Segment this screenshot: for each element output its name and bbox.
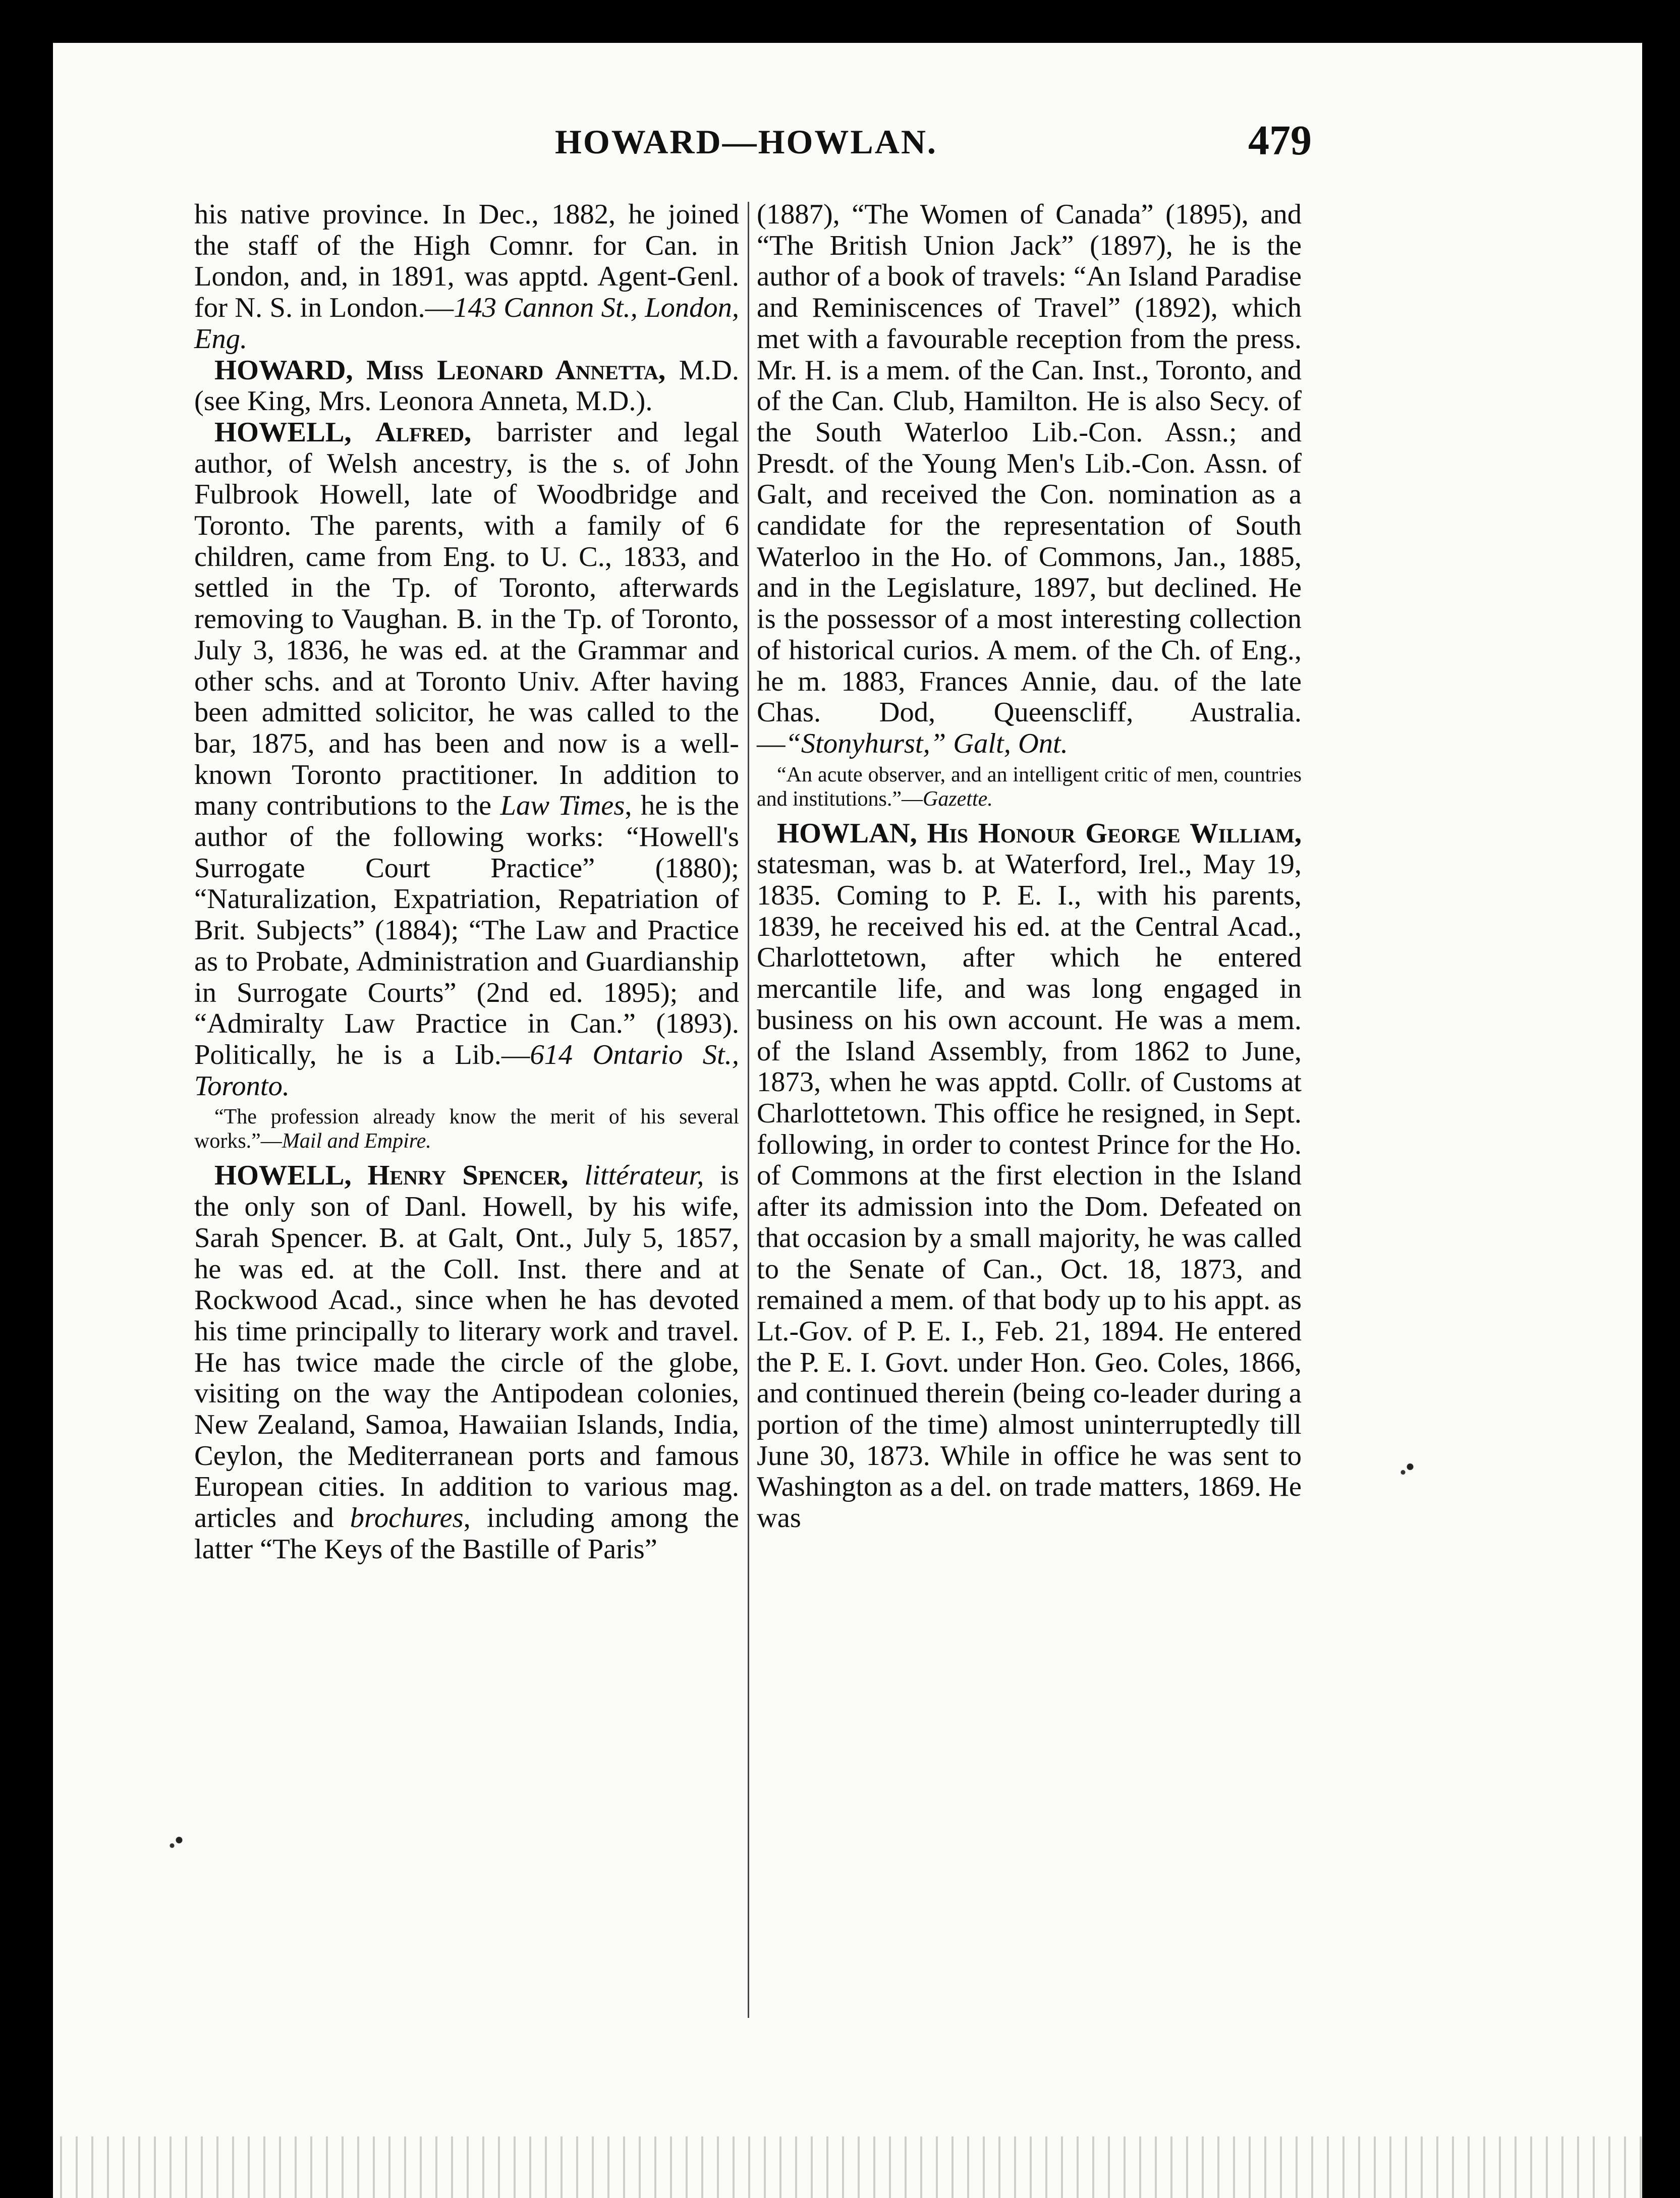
entry-text: barrister and legal author, of Welsh ancestry, is the s. of John Fulbrook Howell, late of Woodbridge and Toronto. The parents, with a family of 6 children, came from Eng. to U. C., 1833, and settled in the Tp. of Toronto, afterwards removing to Vaughan. B. in the Tp. of Toronto, July 3, 1836, he was ed. at the Grammar and other schs. and at Toronto Univ. After having been admitted solicitor, he was called to the bar, 1875, and has been and now is a well-known Toronto practitioner. In addition to many contributions to the (194, 416, 739, 822)
scan-bottom-edge (53, 2136, 1642, 2198)
continued-entry (194, 199, 739, 355)
column-divider (748, 202, 749, 2018)
quote-text: “An acute observer, and an intelligent critic of men, countries and institutions.”— (757, 763, 1302, 811)
entry-italic: Law Times (500, 790, 625, 822)
quote-source: Mail and Empire. (282, 1130, 431, 1153)
quote-source: Gazette. (923, 787, 993, 811)
continued-entry (757, 199, 1302, 760)
page-number: 479 (1248, 117, 1312, 164)
entry-text: , he is the author of the following works: “Howell's Surrogate Court Practice” (1880); “Naturalization, Expatriation, Repatriation of Brit. Subjects” (1884); “The Law and Practice as to Probate, Administration and Guardianship in Surrogate Courts” (2nd ed. 1895); and “Admiralty Law Practice in Can.” (1893). Politically, he is a Lib.— (194, 790, 739, 1070)
entry-text: , including among the latter “The Keys of the Bastille of Paris” (194, 1502, 739, 1565)
scan-border (0, 0, 53, 2198)
ink-blot (1392, 1453, 1428, 1481)
entry-text: his native province. In Dec., 1882, he joined the staff of the High Comnr. for Can. in London, and, in 1891, was apptd. Agent-Genl. for N. S. in London.— (194, 199, 739, 324)
entry-italic: brochures (350, 1502, 464, 1534)
right-column (757, 199, 1302, 1534)
ink-blot (161, 1826, 197, 1854)
running-head: HOWARD—HOWLAN. (555, 123, 937, 161)
entry-howard (194, 355, 739, 417)
left-column (194, 199, 739, 1565)
entry-address: 614 Ontario St., Toronto. (194, 1039, 739, 1102)
entry-text: (1887), “The Women of Canada” (1895), and “The British Union Jack” (1897), he is the author of a book of travels: “An Island Paradise and Reminiscences of Travel” (1892), which met with a favourable reception from the press. Mr. H. is a mem. of the Can. Inst., Toronto, and of the Can. Club, Hamilton. He is also Secy. of the South Waterloo Lib.-Con. Assn.; and Presdt. of the Young Men's Lib.-Con. Assn. of Galt, and received the Con. nomination as a candidate for the representation of South Waterloo in the Ho. of Commons, Jan., 1885, and in the Legislature, 1897, but declined. He is the possessor of a most interesting collection of historical curios. A mem. of the Ch. of Eng., he m. 1883, Frances Annie, dau. of the late Chas. Dod, Queenscliff, Australia.— (757, 199, 1302, 759)
entry-name: HOWARD, Miss Leonard Annetta, (214, 354, 666, 386)
entry-text: is the only son of Danl. Howell, by his wife, Sarah Spencer. B. at Galt, Ont., July 5, 1857, he was ed. at the Coll. Inst. there and at Rockwood Acad., since when he has devoted his time principally to literary work and travel. He has twice made the circle of the globe, visiting on the way the Antipodean colonies, New Zealand, Samoa, Hawaiian Islands, India, Ceylon, the Mediterranean ports and famous European cities. In addition to various mag. articles and (194, 1160, 739, 1534)
page-header (192, 116, 1312, 177)
entry-address: “Stonyhurst,” Galt, Ont. (785, 727, 1068, 759)
entry-name: HOWELL, Alfred, (214, 416, 472, 448)
entry-name: HOWELL, Henry Spencer, (214, 1160, 569, 1192)
entry-text: statesman, was b. at Waterford, Irel., May 19, 1835. Coming to P. E. I., with his parents, 1839, he received his ed. at the Central Acad., Charlottetown, after which he entered mercantile life, and was long engaged in business on his own account. He was a mem. of the Island Assembly, from 1862 to June, 1873, when he was apptd. Collr. of Customs at Charlottetown. This office he resigned, in Sept. following, in order to contest Prince for the Ho. of Commons at the first election in the Island after its admission into the Dom. Defeated on that occasion by a small majority, he was called to the Senate of Can., Oct. 18, 1873, and remained a mem. of that body up to his appt. as Lt.-Gov. of P. E. I., Feb. 21, 1894. He entered the P. E. I. Govt. under Hon. Geo. Coles, 1866, and continued therein (being co-leader during a portion of the time) almost uninterruptedly till June 30, 1873. While in office he was sent to Washington as a del. on trade matters, 1869. He was (757, 849, 1302, 1534)
entry-address: 143 Cannon St., London, Eng. (194, 292, 739, 355)
entry-italic: littérateur, (568, 1160, 704, 1192)
entry-name: HOWLAN, His Honour George William, (777, 817, 1302, 849)
entry-howlan (757, 818, 1302, 1534)
press-quote (757, 763, 1302, 811)
quote-text: “The profession already know the merit of his several works.”— (194, 1105, 739, 1153)
press-quote (194, 1105, 739, 1153)
entry-howell-henry (194, 1160, 739, 1565)
entry-text: M.D. (see King, Mrs. Leonora Anneta, M.D.). (194, 354, 739, 417)
entry-howell-alfred (194, 417, 739, 1102)
